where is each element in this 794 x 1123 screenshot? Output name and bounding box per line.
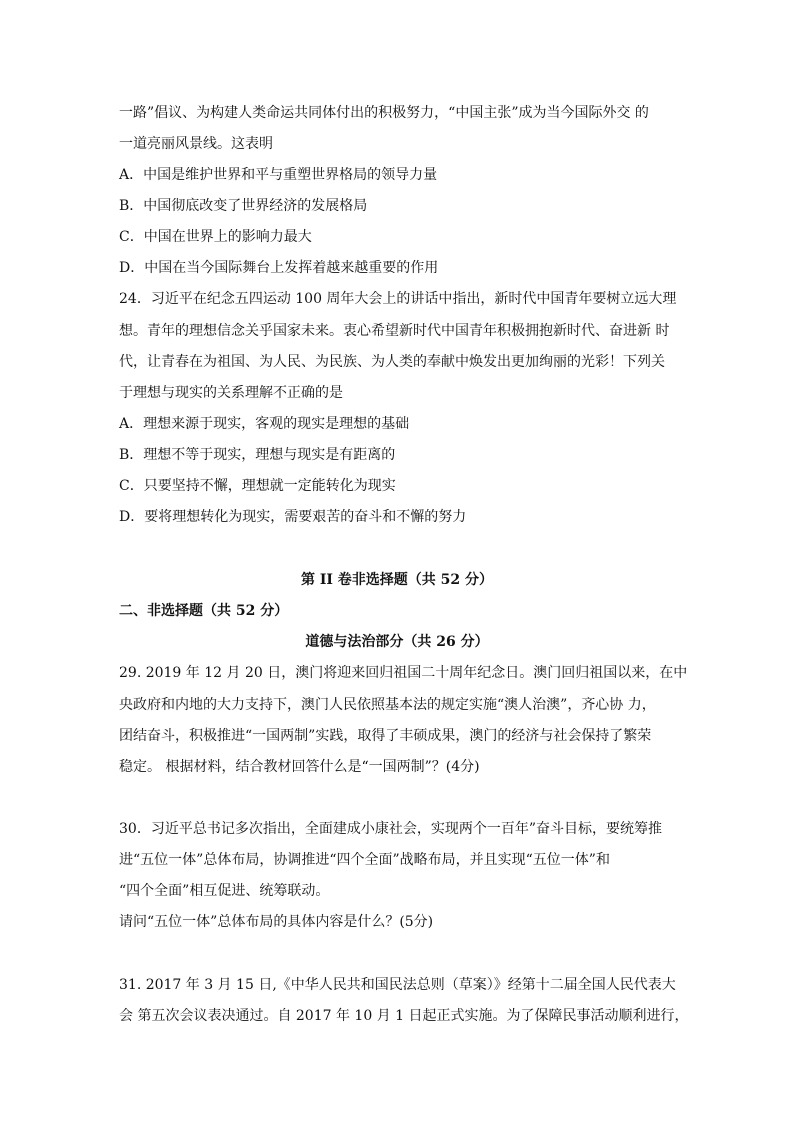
q23-option-a: A．中国是维护世界和平与重塑世界格局的领导力量 [119,167,438,183]
q24-text-line-1: 24．习近平在纪念五四运动 100 周年大会上的讲话中指出，新时代中国青年要树立远大理 [119,291,677,307]
q23-option-d: D．中国在当今国际舞台上发挥着越来越重要的作用 [119,260,439,276]
q24-option-d: D．要将理想转化为现实，需要艰苦的奋斗和不懈的努力 [119,509,467,525]
q24-option-c: C．只要坚持不懈，理想就一定能转化为现实 [119,478,396,494]
q24-text-line-4: 于理想与现实的关系理解不正确的是 [119,385,343,401]
q29-text-line-3: 团结奋斗，积极推进“一国两制”实践，取得了丰硕成果，澳门的经济与社会保持了繁荣 [119,728,652,744]
q31-text-line-1: 31. 2017 年 3 月 15 日,《中华人民共和国民法总则（草案）》经第十二届全国人民代表大 [119,977,676,993]
q24-option-b: B．理想不等于现实，理想与现实是有距离的 [119,447,396,463]
q30-text-line-4: 请问“五位一体”总体布局的具体内容是什么？(5分) [119,914,434,930]
q24-text-line-3: 代，让青春在为祖国、为人民、为民族、为人类的奉献中焕发出更加绚丽的光彩！下列关 [119,354,665,370]
q24-text-line-2: 想。青年的理想信念关乎国家未来。衷心希望新时代中国青年积极拥抱新时代、奋进新 时 [119,323,670,339]
q29-text-line-2: 央政府和内地的大力支持下，澳门人民依照基本法的规定实施“澳人治澳”，齐心协 力， [119,697,656,713]
subject-title: 道德与法治部分（共 26 分） [305,634,489,650]
q30-text-line-3: “四个全面”相互促进、统筹联动。 [119,883,330,899]
q30-text-line-2: 进“五位一体”总体布局，协调推进“四个全面”战略布局，并且实现“五位一体”和 [119,852,610,868]
q23-text-line-1: 一路”倡议、为构建人类命运共同体付出的积极努力，“中国主张”成为当今国际外交 的 [119,105,649,121]
q24-option-a: A．理想来源于现实，客观的现实是理想的基础 [119,416,410,432]
q23-text-line-2: 一道亮丽风景线。这表明 [119,136,273,152]
q30-text-line-1: 30．习近平总书记多次指出，全面建成小康社会，实现两个一百年”奋斗目标，要统筹推 [119,821,662,837]
q23-option-c: C．中国在世界上的影响力最大 [119,229,312,245]
q31-text-line-2: 会 第五次会议表决通过。自 2017 年 10 月 1 日起正式实施。为了保障民事活动顺利进行， [119,1008,689,1024]
q23-option-b: B．中国彻底改变了世界经济的发展格局 [119,198,368,214]
q29-text-line-1: 29. 2019 年 12 月 20 日，澳门将迎来回归祖国二十周年纪念日。澳门回归祖国以来，在中 [119,665,688,681]
q29-text-line-4: 稳定。 根据材料，结合教材回答什么是“一国两制”？(4分) [119,759,480,775]
volume-title: 第 II 卷非选择题（共 52 分） [300,572,494,588]
part-title: 二、非选择题（共 52 分） [119,603,289,619]
